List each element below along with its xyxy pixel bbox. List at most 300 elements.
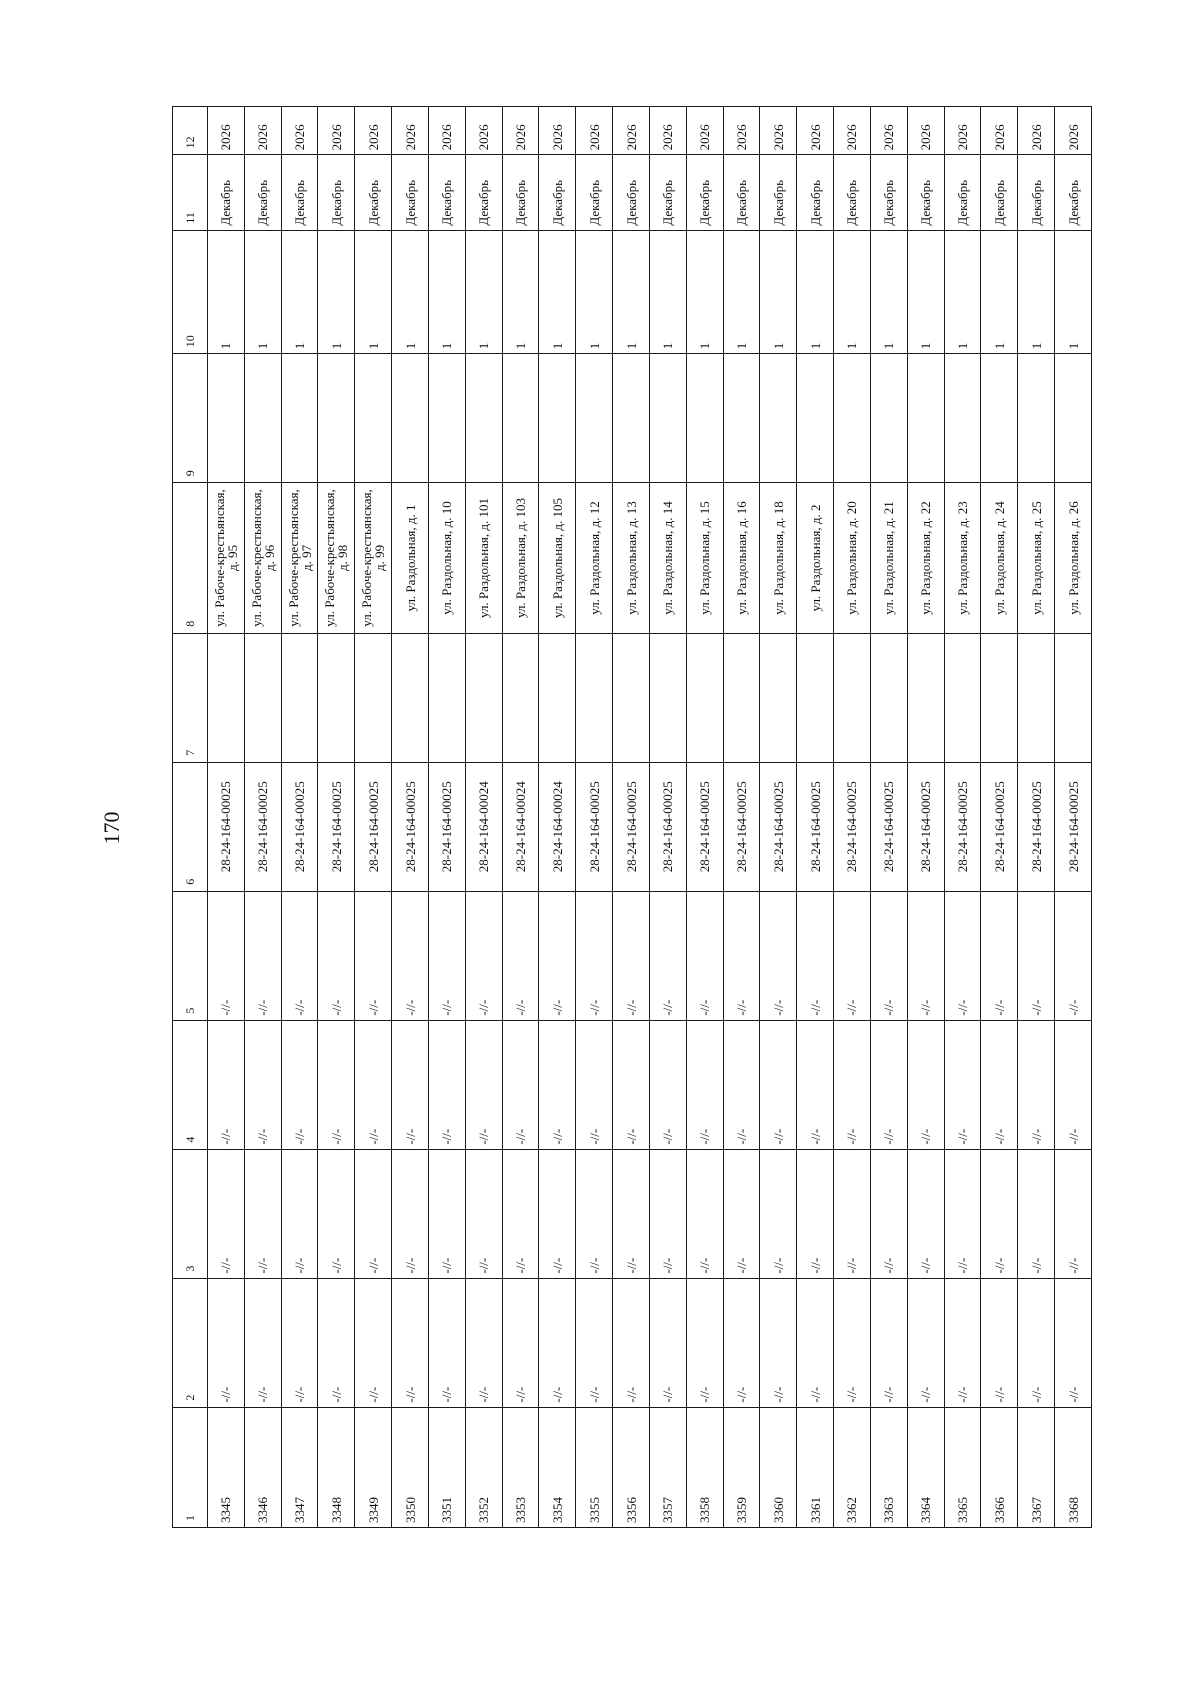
month-cell: Декабрь (834, 155, 871, 230)
col7-cell (208, 633, 245, 762)
col7-cell (649, 633, 686, 762)
quantity-cell: 1 (649, 230, 686, 354)
quantity-cell: 1 (244, 230, 281, 354)
register-table (172, 106, 1092, 1528)
table-row (576, 107, 613, 1528)
month-cell: Декабрь (1055, 155, 1092, 230)
year-cell: 2026 (760, 107, 797, 155)
col4-cell: -//- (539, 1020, 576, 1149)
year-cell: 2026 (465, 107, 502, 155)
col4-cell: -//- (870, 1020, 907, 1149)
col2-cell: -//- (539, 1278, 576, 1407)
row-number-cell: 3366 (981, 1407, 1018, 1527)
month-cell: Декабрь (576, 155, 613, 230)
col3-cell: -//- (281, 1149, 318, 1278)
table-row (760, 107, 797, 1528)
col3-cell: -//- (870, 1149, 907, 1278)
col2-cell: -//- (1018, 1278, 1055, 1407)
header-row (173, 107, 208, 1528)
code-cell: 28-24-164-00024 (539, 762, 576, 891)
month-cell: Декабрь (760, 155, 797, 230)
table-row (1055, 107, 1092, 1528)
col7-cell (981, 633, 1018, 762)
col3-cell: -//- (981, 1149, 1018, 1278)
year-cell: 2026 (649, 107, 686, 155)
table-row (686, 107, 723, 1528)
month-cell: Декабрь (907, 155, 944, 230)
col9-cell (723, 354, 760, 483)
column-header-8: 8 (173, 483, 208, 633)
col3-cell: -//- (428, 1149, 465, 1278)
row-number-cell: 3348 (318, 1407, 355, 1527)
col9-cell (1055, 354, 1092, 483)
year-cell: 2026 (1055, 107, 1092, 155)
quantity-cell: 1 (686, 230, 723, 354)
year-cell: 2026 (907, 107, 944, 155)
code-cell: 28-24-164-00025 (834, 762, 871, 891)
col4-cell: -//- (1055, 1020, 1092, 1149)
col5-cell: -//- (686, 891, 723, 1020)
table-row (723, 107, 760, 1528)
row-number-cell: 3349 (355, 1407, 392, 1527)
col3-cell: -//- (613, 1149, 650, 1278)
table-row (244, 107, 281, 1528)
table-row (944, 107, 981, 1528)
table-row (834, 107, 871, 1528)
address-cell: ул. Раздольная, д. 15 (686, 483, 723, 633)
month-cell: Декабрь (428, 155, 465, 230)
address-cell: ул. Раздольная, д. 16 (723, 483, 760, 633)
col2-cell: -//- (318, 1278, 355, 1407)
col2-cell: -//- (797, 1278, 834, 1407)
year-cell: 2026 (208, 107, 245, 155)
col4-cell: -//- (244, 1020, 281, 1149)
col3-cell: -//- (502, 1149, 539, 1278)
col2-cell: -//- (1055, 1278, 1092, 1407)
code-cell: 28-24-164-00025 (355, 762, 392, 891)
col9-cell (539, 354, 576, 483)
column-header-1: 1 (173, 1407, 208, 1527)
month-cell: Декабрь (944, 155, 981, 230)
col2-cell: -//- (981, 1278, 1018, 1407)
col9-cell (797, 354, 834, 483)
quantity-cell: 1 (1018, 230, 1055, 354)
code-cell: 28-24-164-00025 (1055, 762, 1092, 891)
col4-cell: -//- (649, 1020, 686, 1149)
col9-cell (208, 354, 245, 483)
address-cell: ул. Раздольная, д. 2 (797, 483, 834, 633)
col7-cell (539, 633, 576, 762)
month-cell: Декабрь (502, 155, 539, 230)
row-number-cell: 3365 (944, 1407, 981, 1527)
row-number-cell: 3362 (834, 1407, 871, 1527)
col4-cell: -//- (613, 1020, 650, 1149)
year-cell: 2026 (944, 107, 981, 155)
col4-cell: -//- (392, 1020, 429, 1149)
column-header-5: 5 (173, 891, 208, 1020)
code-cell: 28-24-164-00025 (797, 762, 834, 891)
col3-cell: -//- (686, 1149, 723, 1278)
col2-cell: -//- (723, 1278, 760, 1407)
year-cell: 2026 (723, 107, 760, 155)
address-cell: ул. Раздольная, д. 1 (392, 483, 429, 633)
col3-cell: -//- (944, 1149, 981, 1278)
row-number-cell: 3353 (502, 1407, 539, 1527)
month-cell: Декабрь (870, 155, 907, 230)
col9-cell (649, 354, 686, 483)
col3-cell: -//- (355, 1149, 392, 1278)
column-header-9: 9 (173, 354, 208, 483)
col4-cell: -//- (797, 1020, 834, 1149)
month-cell: Декабрь (244, 155, 281, 230)
row-number-cell: 3361 (797, 1407, 834, 1527)
year-cell: 2026 (355, 107, 392, 155)
row-number-cell: 3363 (870, 1407, 907, 1527)
col3-cell: -//- (760, 1149, 797, 1278)
col9-cell (318, 354, 355, 483)
code-cell: 28-24-164-00024 (465, 762, 502, 891)
month-cell: Декабрь (281, 155, 318, 230)
table-row (1018, 107, 1055, 1528)
col4-cell: -//- (686, 1020, 723, 1149)
col2-cell: -//- (465, 1278, 502, 1407)
col5-cell: -//- (797, 891, 834, 1020)
col9-cell (907, 354, 944, 483)
col5-cell: -//- (907, 891, 944, 1020)
address-cell: ул. Раздольная, д. 14 (649, 483, 686, 633)
quantity-cell: 1 (465, 230, 502, 354)
col5-cell: -//- (428, 891, 465, 1020)
col9-cell (576, 354, 613, 483)
row-number-cell: 3347 (281, 1407, 318, 1527)
col7-cell (465, 633, 502, 762)
col2-cell: -//- (208, 1278, 245, 1407)
col9-cell (613, 354, 650, 483)
col5-cell: -//- (613, 891, 650, 1020)
quantity-cell: 1 (1055, 230, 1092, 354)
col2-cell: -//- (502, 1278, 539, 1407)
code-cell: 28-24-164-00025 (244, 762, 281, 891)
col7-cell (576, 633, 613, 762)
col4-cell: -//- (907, 1020, 944, 1149)
col4-cell: -//- (834, 1020, 871, 1149)
address-cell: ул. Раздольная, д. 10 (428, 483, 465, 633)
code-cell: 28-24-164-00025 (428, 762, 465, 891)
column-header-6: 6 (173, 762, 208, 891)
col4-cell: -//- (1018, 1020, 1055, 1149)
col2-cell: -//- (686, 1278, 723, 1407)
quantity-cell: 1 (318, 230, 355, 354)
col5-cell: -//- (318, 891, 355, 1020)
quantity-cell: 1 (539, 230, 576, 354)
address-cell: ул. Раздольная, д. 20 (834, 483, 871, 633)
col5-cell: -//- (355, 891, 392, 1020)
col2-cell: -//- (576, 1278, 613, 1407)
col5-cell: -//- (649, 891, 686, 1020)
col5-cell: -//- (981, 891, 1018, 1020)
col3-cell: -//- (1018, 1149, 1055, 1278)
month-cell: Декабрь (465, 155, 502, 230)
month-cell: Декабрь (355, 155, 392, 230)
address-cell: ул. Раздольная, д. 21 (870, 483, 907, 633)
col7-cell (244, 633, 281, 762)
year-cell: 2026 (502, 107, 539, 155)
col3-cell: -//- (208, 1149, 245, 1278)
year-cell: 2026 (281, 107, 318, 155)
table-row (649, 107, 686, 1528)
col5-cell: -//- (244, 891, 281, 1020)
col2-cell: -//- (428, 1278, 465, 1407)
month-cell: Декабрь (539, 155, 576, 230)
row-number-cell: 3350 (392, 1407, 429, 1527)
year-cell: 2026 (428, 107, 465, 155)
col9-cell (870, 354, 907, 483)
month-cell: Декабрь (723, 155, 760, 230)
row-number-cell: 3364 (907, 1407, 944, 1527)
column-header-10: 10 (173, 230, 208, 354)
rotated-table-container (172, 106, 1092, 1528)
col5-cell: -//- (760, 891, 797, 1020)
col7-cell (907, 633, 944, 762)
col7-cell (834, 633, 871, 762)
code-cell: 28-24-164-00025 (208, 762, 245, 891)
col3-cell: -//- (392, 1149, 429, 1278)
col2-cell: -//- (907, 1278, 944, 1407)
col5-cell: -//- (723, 891, 760, 1020)
col9-cell (502, 354, 539, 483)
year-cell: 2026 (318, 107, 355, 155)
address-cell: ул. Раздольная, д. 101 (465, 483, 502, 633)
code-cell: 28-24-164-00025 (907, 762, 944, 891)
col5-cell: -//- (392, 891, 429, 1020)
table-row (870, 107, 907, 1528)
month-cell: Декабрь (649, 155, 686, 230)
table-row (539, 107, 576, 1528)
table-row (465, 107, 502, 1528)
address-cell: ул. Раздольная, д. 103 (502, 483, 539, 633)
code-cell: 28-24-164-00025 (613, 762, 650, 891)
col5-cell: -//- (281, 891, 318, 1020)
quantity-cell: 1 (576, 230, 613, 354)
col3-cell: -//- (465, 1149, 502, 1278)
col7-cell (613, 633, 650, 762)
col5-cell: -//- (834, 891, 871, 1020)
col4-cell: -//- (576, 1020, 613, 1149)
year-cell: 2026 (981, 107, 1018, 155)
col4-cell: -//- (281, 1020, 318, 1149)
row-number-cell: 3356 (613, 1407, 650, 1527)
code-cell: 28-24-164-00025 (981, 762, 1018, 891)
code-cell: 28-24-164-00025 (392, 762, 429, 891)
col2-cell: -//- (392, 1278, 429, 1407)
col9-cell (244, 354, 281, 483)
col7-cell (1018, 633, 1055, 762)
address-cell: ул. Рабоче-крестьянская, д. 95 (208, 483, 245, 633)
col5-cell: -//- (539, 891, 576, 1020)
col9-cell (1018, 354, 1055, 483)
column-header-3: 3 (173, 1149, 208, 1278)
address-cell: ул. Раздольная, д. 26 (1055, 483, 1092, 633)
code-cell: 28-24-164-00025 (760, 762, 797, 891)
col7-cell (1055, 633, 1092, 762)
col3-cell: -//- (244, 1149, 281, 1278)
code-cell: 28-24-164-00025 (686, 762, 723, 891)
code-cell: 28-24-164-00025 (576, 762, 613, 891)
col2-cell: -//- (649, 1278, 686, 1407)
year-cell: 2026 (1018, 107, 1055, 155)
quantity-cell: 1 (208, 230, 245, 354)
col3-cell: -//- (649, 1149, 686, 1278)
row-number-cell: 3354 (539, 1407, 576, 1527)
col3-cell: -//- (539, 1149, 576, 1278)
col4-cell: -//- (318, 1020, 355, 1149)
month-cell: Декабрь (797, 155, 834, 230)
col3-cell: -//- (1055, 1149, 1092, 1278)
row-number-cell: 3368 (1055, 1407, 1092, 1527)
col7-cell (502, 633, 539, 762)
year-cell: 2026 (576, 107, 613, 155)
row-number-cell: 3367 (1018, 1407, 1055, 1527)
address-cell: ул. Раздольная, д. 13 (613, 483, 650, 633)
col2-cell: -//- (244, 1278, 281, 1407)
year-cell: 2026 (797, 107, 834, 155)
col2-cell: -//- (944, 1278, 981, 1407)
col5-cell: -//- (944, 891, 981, 1020)
code-cell: 28-24-164-00025 (1018, 762, 1055, 891)
col5-cell: -//- (576, 891, 613, 1020)
table-row (355, 107, 392, 1528)
quantity-cell: 1 (355, 230, 392, 354)
row-number-cell: 3351 (428, 1407, 465, 1527)
quantity-cell: 1 (981, 230, 1018, 354)
year-cell: 2026 (244, 107, 281, 155)
col2-cell: -//- (834, 1278, 871, 1407)
col2-cell: -//- (870, 1278, 907, 1407)
col2-cell: -//- (613, 1278, 650, 1407)
code-cell: 28-24-164-00025 (318, 762, 355, 891)
col7-cell (723, 633, 760, 762)
column-header-12: 12 (173, 107, 208, 155)
month-cell: Декабрь (318, 155, 355, 230)
month-cell: Декабрь (686, 155, 723, 230)
col2-cell: -//- (760, 1278, 797, 1407)
col9-cell (944, 354, 981, 483)
column-header-7: 7 (173, 633, 208, 762)
col7-cell (760, 633, 797, 762)
col7-cell (944, 633, 981, 762)
code-cell: 28-24-164-00025 (870, 762, 907, 891)
quantity-cell: 1 (502, 230, 539, 354)
quantity-cell: 1 (797, 230, 834, 354)
year-cell: 2026 (613, 107, 650, 155)
col9-cell (760, 354, 797, 483)
col9-cell (281, 354, 318, 483)
column-header-4: 4 (173, 1020, 208, 1149)
code-cell: 28-24-164-00025 (944, 762, 981, 891)
col7-cell (392, 633, 429, 762)
col9-cell (465, 354, 502, 483)
col9-cell (392, 354, 429, 483)
col4-cell: -//- (465, 1020, 502, 1149)
row-number-cell: 3345 (208, 1407, 245, 1527)
address-cell: ул. Раздольная, д. 12 (576, 483, 613, 633)
col5-cell: -//- (465, 891, 502, 1020)
col9-cell (355, 354, 392, 483)
col9-cell (981, 354, 1018, 483)
month-cell: Декабрь (392, 155, 429, 230)
col3-cell: -//- (318, 1149, 355, 1278)
address-cell: ул. Раздольная, д. 105 (539, 483, 576, 633)
year-cell: 2026 (392, 107, 429, 155)
quantity-cell: 1 (428, 230, 465, 354)
col3-cell: -//- (907, 1149, 944, 1278)
quantity-cell: 1 (760, 230, 797, 354)
col3-cell: -//- (834, 1149, 871, 1278)
year-cell: 2026 (870, 107, 907, 155)
col9-cell (686, 354, 723, 483)
address-cell: ул. Рабоче-крестьянская, д. 98 (318, 483, 355, 633)
col7-cell (355, 633, 392, 762)
table-row (208, 107, 245, 1528)
table-row (502, 107, 539, 1528)
table-body (208, 107, 1092, 1528)
row-number-cell: 3359 (723, 1407, 760, 1527)
col3-cell: -//- (797, 1149, 834, 1278)
row-number-cell: 3352 (465, 1407, 502, 1527)
table-row (981, 107, 1018, 1528)
col4-cell: -//- (208, 1020, 245, 1149)
table-row (797, 107, 834, 1528)
code-cell: 28-24-164-00025 (723, 762, 760, 891)
month-cell: Декабрь (1018, 155, 1055, 230)
col5-cell: -//- (208, 891, 245, 1020)
year-cell: 2026 (539, 107, 576, 155)
address-cell: ул. Раздольная, д. 24 (981, 483, 1018, 633)
month-cell: Декабрь (208, 155, 245, 230)
col2-cell: -//- (281, 1278, 318, 1407)
column-header-11: 11 (173, 155, 208, 230)
quantity-cell: 1 (944, 230, 981, 354)
table-row (428, 107, 465, 1528)
address-cell: ул. Рабоче-крестьянская, д. 97 (281, 483, 318, 633)
col5-cell: -//- (502, 891, 539, 1020)
quantity-cell: 1 (723, 230, 760, 354)
code-cell: 28-24-164-00025 (281, 762, 318, 891)
col5-cell: -//- (1055, 891, 1092, 1020)
col7-cell (686, 633, 723, 762)
address-cell: ул. Раздольная, д. 18 (760, 483, 797, 633)
address-cell: ул. Рабоче-крестьянская, д. 96 (244, 483, 281, 633)
table-row (318, 107, 355, 1528)
page-number: 170 (99, 811, 124, 845)
address-cell: ул. Рабоче-крестьянская, д. 99 (355, 483, 392, 633)
code-cell: 28-24-164-00025 (649, 762, 686, 891)
table-row (281, 107, 318, 1528)
row-number-cell: 3357 (649, 1407, 686, 1527)
quantity-cell: 1 (834, 230, 871, 354)
col5-cell: -//- (1018, 891, 1055, 1020)
address-cell: ул. Раздольная, д. 23 (944, 483, 981, 633)
row-number-cell: 3360 (760, 1407, 797, 1527)
quantity-cell: 1 (870, 230, 907, 354)
col4-cell: -//- (981, 1020, 1018, 1149)
year-cell: 2026 (834, 107, 871, 155)
month-cell: Декабрь (981, 155, 1018, 230)
col4-cell: -//- (760, 1020, 797, 1149)
quantity-cell: 1 (281, 230, 318, 354)
col4-cell: -//- (502, 1020, 539, 1149)
quantity-cell: 1 (392, 230, 429, 354)
